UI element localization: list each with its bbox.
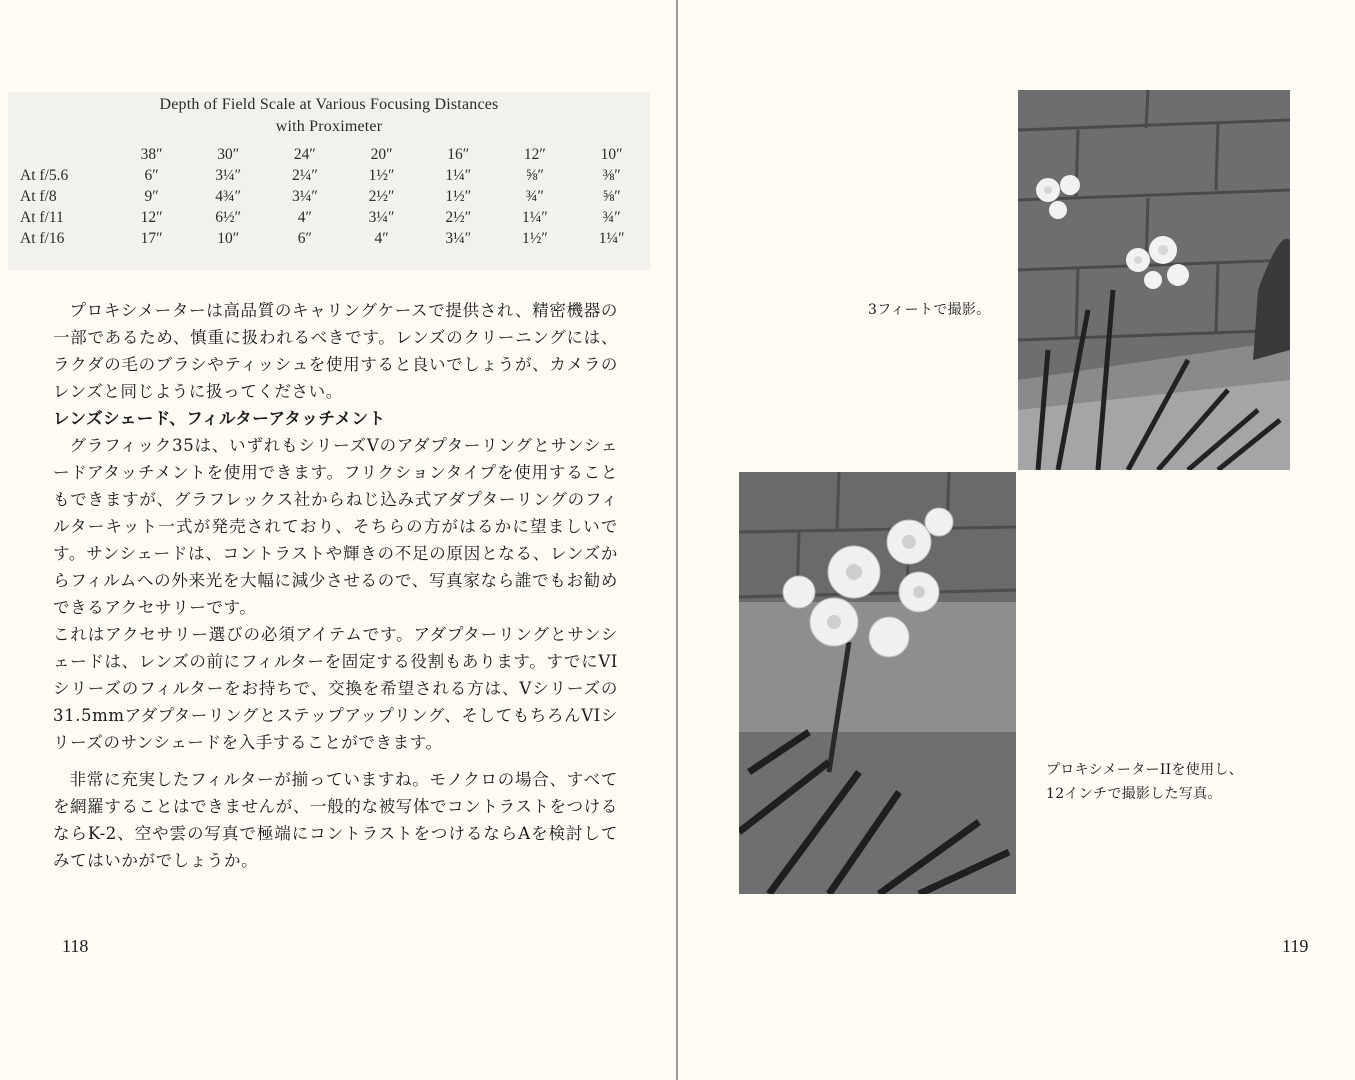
section-heading: レンズシェード、フィルターアタッチメント xyxy=(53,409,386,428)
aperture-label: At f/5.6 xyxy=(20,166,69,184)
table-cell: 2½″ xyxy=(368,187,395,205)
right-page xyxy=(678,0,1355,1080)
table-cell: 1½″ xyxy=(368,166,395,184)
paragraph-filters: 非常に充実したフィルターが揃っていますね。モノクロの場合、すべてを網羅することはできませんが、一般的な被写体でコントラストをつけるならK-2、空や雲の写真で極端にコントラストをつけるならAを検討してみてはいかがでしょうか。 xyxy=(53,770,618,870)
distance-header: 30″ xyxy=(217,145,240,163)
daffodil-photo-12in xyxy=(739,472,1016,894)
paragraph-proximeter-care: プロキシメーターは高品質のキャリングケースで提供され、精密機器の一部であるため、慎重に扱われるべきです。レンズのクリーニングには、ラクダの毛のブラシやティッシュを使用すると良いでしょうが、カメラのレンズと同じように扱ってください。 xyxy=(53,301,618,401)
table-cell: ⅝″ xyxy=(525,166,544,184)
distance-header: 16″ xyxy=(447,145,470,163)
caption-line: プロキシメーターIIを使用し、 xyxy=(1046,762,1243,778)
body-text xyxy=(53,297,618,874)
table-cell: 2¼″ xyxy=(291,166,318,184)
table-row xyxy=(20,207,650,228)
aperture-label: At f/8 xyxy=(20,187,57,205)
distance-header: 20″ xyxy=(370,145,393,163)
table-cell: 1¼″ xyxy=(445,166,472,184)
table-cell: 4¾″ xyxy=(215,187,242,205)
table-cell: 17″ xyxy=(140,229,163,247)
left-page xyxy=(0,0,676,1080)
table-cell: 12″ xyxy=(140,208,163,226)
table-cell: 3¼″ xyxy=(215,166,242,184)
distance-header: 10″ xyxy=(600,145,623,163)
photo-caption-12in xyxy=(1046,758,1243,806)
paragraph-adapter-ring: これはアクセサリー選びの必須アイテムです。アダプターリングとサンシェードは、レンズの前にフィルターを固定する役割もあります。すでにVIシリーズのフィルターをお持ちで、交換を希望される方は、Vシリーズの31.5mmアダプターリングとステップアップリング、そしてもちろんVIシリーズのサンシェードを入手することができます。 xyxy=(53,625,618,752)
table-cell: 6″ xyxy=(297,229,312,247)
dof-grid xyxy=(20,144,650,249)
page-number-left: 118 xyxy=(62,936,89,956)
table-cell: 3¼″ xyxy=(445,229,472,247)
table-cell: ¾″ xyxy=(525,187,544,205)
table-cell: 4″ xyxy=(374,229,389,247)
table-cell: 3¼″ xyxy=(291,187,318,205)
page-number-right: 119 xyxy=(1282,936,1309,956)
distance-header: 24″ xyxy=(293,145,316,163)
table-cell: ⅝″ xyxy=(602,187,621,205)
photo-caption-3ft: 3フィートで撮影。 xyxy=(868,302,991,318)
table-cell: 10″ xyxy=(217,229,240,247)
table-cell: 6½″ xyxy=(215,208,242,226)
daffodil-photo-3ft xyxy=(1018,90,1290,470)
aperture-label: At f/16 xyxy=(20,229,65,247)
table-cell: 3¼″ xyxy=(368,208,395,226)
table-cell: 2½″ xyxy=(445,208,472,226)
table-cell: ⅜″ xyxy=(602,166,621,184)
table-cell: 1¼″ xyxy=(598,229,625,247)
table-cell: 1¼″ xyxy=(521,208,548,226)
table-title-line1: Depth of Field Scale at Various Focusing Distances xyxy=(159,96,499,113)
paragraph-sunshade: グラフィック35は、いずれもシリーズVのアダプターリングとサンシェードアタッチメントを使用できます。フリクションタイプを使用することもできますが、グラフレックス社からねじ込み式アダプターリングのフィルターキット一式が発売されており、そちらの方がはるかに望ましいです。サンシェードは、コントラストや輝きの不足の原因となる、レンズからフィルムへの外来光を大幅に減少させるので、写真家なら誰でもお勧めできるアクセサリーです。 xyxy=(53,436,618,617)
caption-line: 12インチで撮影した写真。 xyxy=(1046,786,1222,802)
table-row xyxy=(20,228,650,249)
table-cell: ¾″ xyxy=(602,208,621,226)
table-cell: 9″ xyxy=(144,187,159,205)
table-cell: 4″ xyxy=(297,208,312,226)
aperture-label: At f/11 xyxy=(20,208,64,226)
table-title xyxy=(8,94,650,138)
distance-header-row xyxy=(20,144,650,165)
table-title-line2: with Proximeter xyxy=(275,118,383,135)
table-cell: 6″ xyxy=(144,166,159,184)
table-row xyxy=(20,186,650,207)
table-cell: 1½″ xyxy=(445,187,472,205)
table-row xyxy=(20,165,650,186)
table-cell: 1½″ xyxy=(521,229,548,247)
depth-of-field-table xyxy=(8,92,650,270)
distance-header: 12″ xyxy=(523,145,546,163)
distance-header: 38″ xyxy=(140,145,163,163)
